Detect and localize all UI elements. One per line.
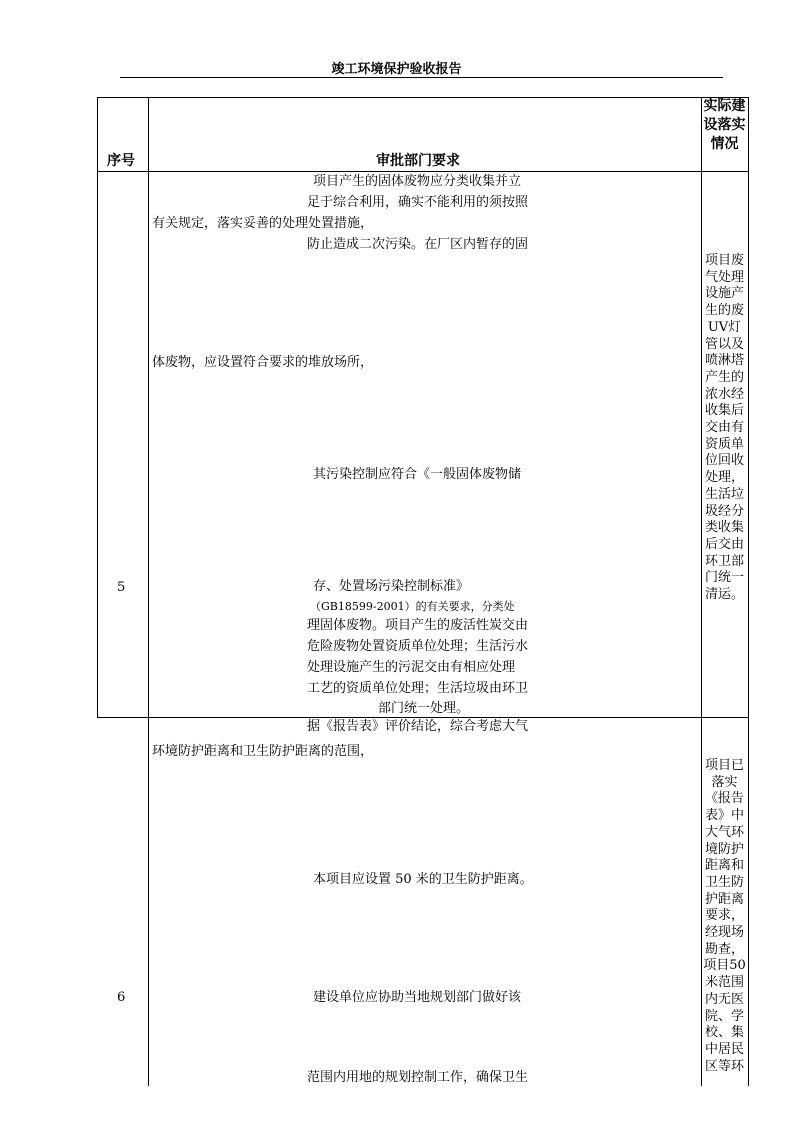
requirement-line: 项目产生的固体废物应分类收集并立: [313, 174, 522, 189]
requirement-line: （GB18599-2001）的有关要求，分类处: [310, 600, 515, 613]
actual-status: 项目已落实《报告表》中大气环境防护距离和卫生防护距离要求，经现场勘查，项目50米范围内无医院、学校、集中居民区等环: [703, 758, 746, 1074]
requirement-line: 防止造成二次污染。在厂区内暂存的固: [307, 237, 529, 252]
requirement-line: 本项目应设置 50 米的卫生防护距离。: [313, 872, 533, 887]
requirement-line: 工艺的资质单位处理；生活垃圾由环卫: [307, 681, 529, 696]
requirement-line: 其污染控制应符合《一般固体废物储: [313, 467, 522, 482]
header-no: 序号: [107, 153, 135, 169]
requirement-line: 环境防护距离和卫生防护距离的范围，: [152, 744, 374, 759]
requirement-line: 足于综合利用，确实不能利用的须按照: [307, 195, 529, 210]
requirement-line: 处理设施产生的污泥交由有相应处理: [307, 660, 516, 675]
col-left-border: [97, 97, 98, 717]
row-number: 6: [117, 990, 126, 1005]
requirement-line: 有关规定，落实妥善的处理处置措施，: [152, 216, 374, 231]
requirement-line: 范围内用地的规划控制工作，确保卫生: [307, 1070, 529, 1085]
requirement-line: 危险废物处置资质单位处理；生活污水: [307, 639, 529, 654]
title-underline: [120, 77, 723, 78]
actual-status: 项目废气处理设施产生的废UV灯管以及喷淋塔产生的浓水经收集后交由有资质单位回收处理，生活垃圾经分类收集后交由环卫部门统一清运。: [704, 253, 744, 603]
requirement-line: 存、处置场污染控制标准》: [313, 579, 470, 594]
row-number: 5: [117, 580, 126, 595]
header-actual: 实际建设落实情况: [703, 98, 746, 152]
col-divider-1: [148, 97, 149, 1086]
requirement-line: 建设单位应协助当地规划部门做好该: [313, 990, 522, 1005]
header-requirement: 审批部门要求: [376, 153, 460, 169]
header-bottom-border: [97, 171, 748, 172]
document-title: 竣工环境保护验收报告: [331, 62, 462, 77]
table-top-border: [97, 97, 748, 98]
col-right-border: [748, 97, 749, 1086]
requirement-line: 据《报告表》评价结论，综合考虑大气: [307, 719, 529, 734]
requirement-line: 部门统一处理。: [378, 701, 470, 716]
requirement-line: 体废物，应设置符合要求的堆放场所，: [152, 355, 374, 370]
requirement-line: 理固体废物。项目产生的废活性炭交由: [307, 618, 529, 633]
